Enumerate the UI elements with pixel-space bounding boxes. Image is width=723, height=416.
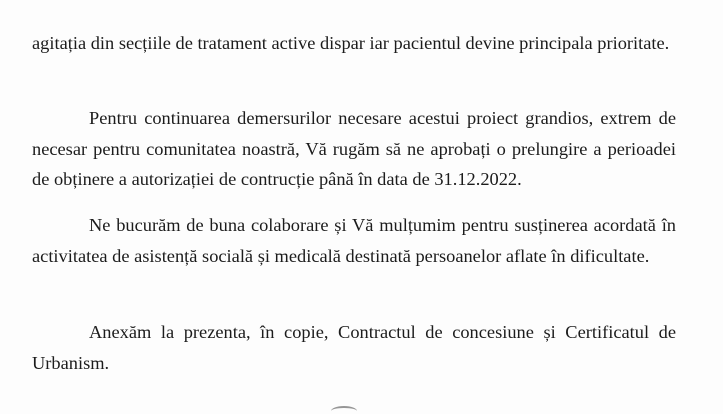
- stamp-mark: [331, 406, 357, 416]
- paragraph-continuation: agitația din secțiile de tratament active dispar iar pacientul devine principala prioritate.: [32, 33, 670, 53]
- paragraph-annex: Anexăm la prezenta, în copie, Contractul de concesiune și Certificatul de Urbanism.: [32, 322, 676, 373]
- paragraph-extension-request: Pentru continuarea demersurilor necesare acestui proiect grandios, extrem de necesar pentru comunitatea noastră, Vă rugăm să ne aprobați o prelungire a perioadei de obținere a autorizației de contrucție până în data de 31.12.2022.: [32, 108, 676, 189]
- paragraph-thanks: Ne bucurăm de buna colaborare și Vă mulțumim pentru susținerea acordată în activitatea de asistență socială și medicală destinată persoanelor aflate în dificultate.: [32, 215, 676, 266]
